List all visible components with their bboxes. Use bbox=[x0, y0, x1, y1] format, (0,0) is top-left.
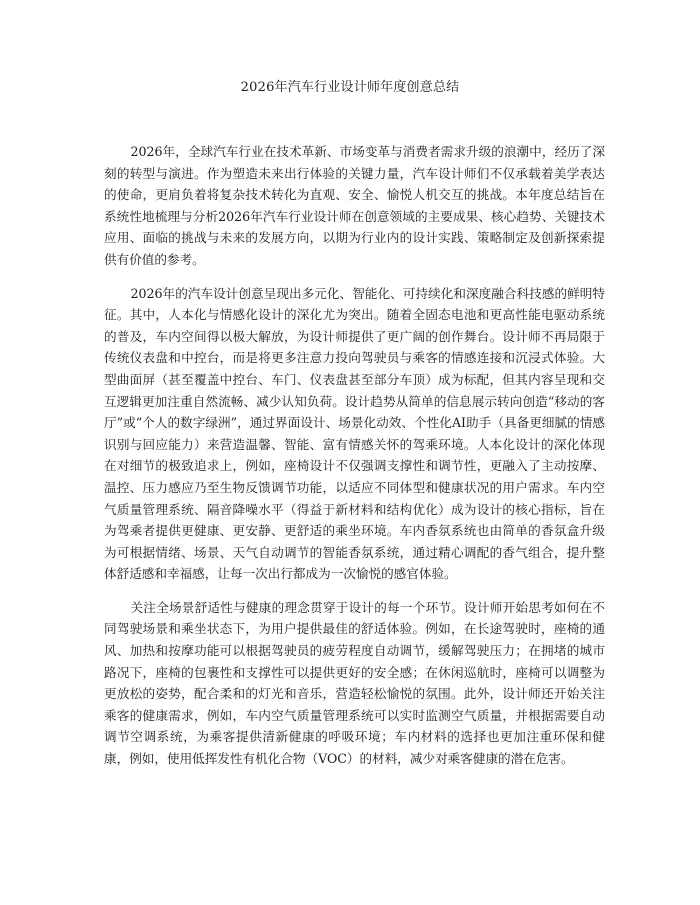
paragraph-intro: 2026年，全球汽车行业在技术革新、市场变革与消费者需求升级的浪潮中，经历了深刻的转型与演进。作为塑造未来出行体验的关键力量，汽车设计师们不仅承载着美学表达的使命，更肩负着将复杂技术转化为直观、安全、愉悦人机交互的挑战。本年度总结旨在系统性地梳理与分析2026年汽车行业设计师在创意领域的主要成果、核心趋势、关键技术应用、面临的挑战与未来的发展方向，以期为行业内的设计实践、策略制定及创新探索提供有价值的参考。 bbox=[104, 144, 605, 267]
paragraph-trends: 2026年的汽车设计创意呈现出多元化、智能化、可持续化和深度融合科技感的鲜明特征。其中，人本化与情感化设计的深化尤为突出。随着全固态电池和更高性能电驱动系统的普及，车内空间得以极大解放，为设计师提供了更广阔的创作舞台。设计师不再局限于传统仪表盘和中控台，而是将更多注意力投向驾驶员与乘客的情感连接和沉浸式体验。大型曲面屏（甚至覆盖中控台、车门、仪表盘甚至部分车顶）成为标配，但其内容呈现和交互逻辑更加注重自然流畅、减少认知负荷。设计趋势从简单的信息展示转向创造“移动的客厅”或“个人的数字绿洲”，通过界面设计、场景化动效、个性化AI助手（具备更细腻的情感识别与回应能力）来营造温馨、智能、富有情感关怀的驾乘环境。人本化设计的深化体现在对细节的极致追求上，例如，座椅设计不仅强调支撑性和调节性，更融入了主动按摩、温控、压力感应乃至生物反馈调节功能，以适应不同体型和健康状况的用户需求。车内空气质量管理系统、隔音降噪水平（得益于新材料和结构优化）成为设计的核心指标，旨在为驾乘者提供更健康、更安静、更舒适的乘坐环境。车内香氛系统也由简单的香氛盒升级为可根据情绪、场景、天气自动调节的智能香氛系统，通过精心调配的香气组合，提升整体舒适感和幸福感，让每一次出行都成为一次愉悦的感官体验。 bbox=[104, 285, 605, 582]
document-title: 2026年汽车行业设计师年度创意总结 bbox=[240, 80, 460, 95]
document-body bbox=[104, 141, 605, 782]
paragraph-comfort-health: 关注全场景舒适性与健康的理念贯穿于设计的每一个环节。设计师开始思考如何在不同驾驶场景和乘坐状态下，为用户提供最佳的舒适体验。例如，在长途驾驶时，座椅的通风、加热和按摩功能可以根据驾驶员的疲劳程度自动调节，缓解驾驶压力；在拥堵的城市路况下，座椅的包裹性和支撑性可以提供更好的安全感；在休闲巡航时，座椅可以调整为更放松的姿势，配合柔和的灯光和音乐，营造轻松愉悦的氛围。此外，设计师还开始关注乘客的健康需求，例如，车内空气质量管理系统可以实时监测空气质量，并根据需要自动调节空调系统，为乘客提供清新健康的呼吸环境；车内材料的选择也更加注重环保和健康，例如，使用低挥发性有机化合物（VOC）的材料，减少对乘客健康的潜在危害。 bbox=[104, 599, 605, 767]
